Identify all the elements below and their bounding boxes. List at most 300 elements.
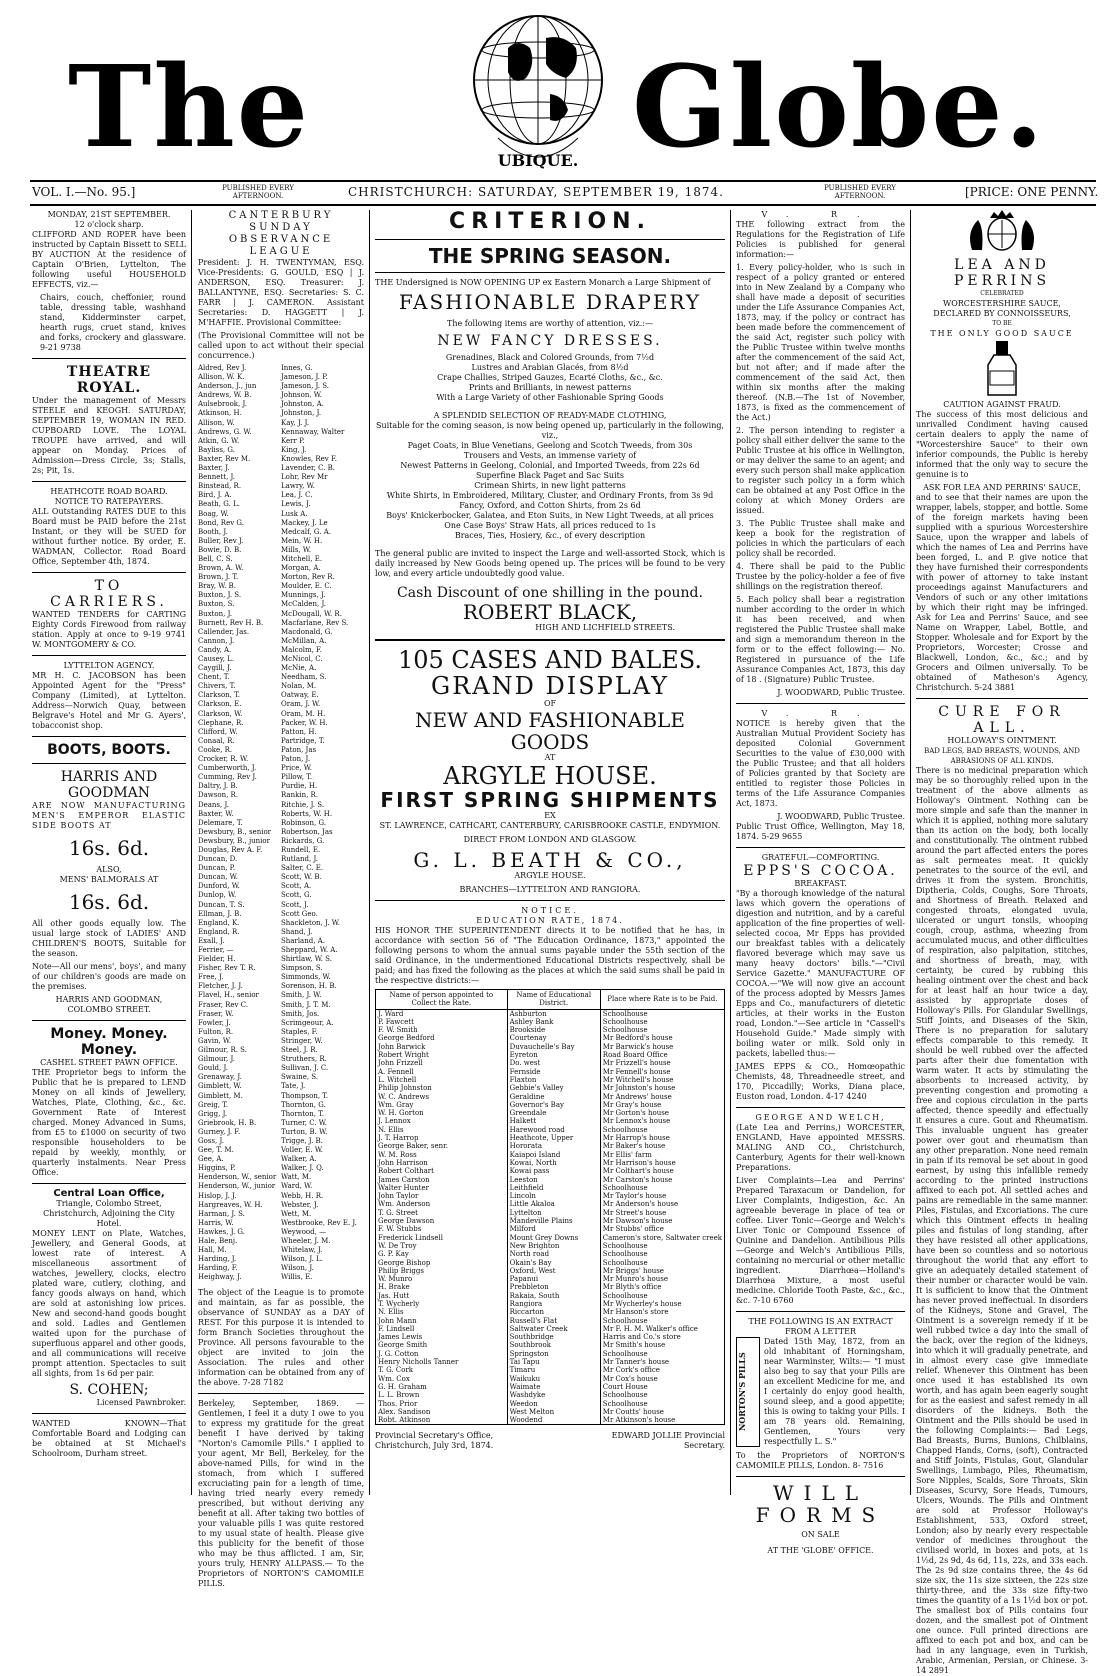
- league-title: CANTERBURY SUNDAY OBSERVANCE LEAGUE: [228, 210, 334, 257]
- norton-letter: Berkeley, September, 1869. — Gentlemen, I feel it a duty I owe to you to express my gratitude for the great benefit I have derived by taking "Norton's Camomile Pills." I applied to your agent, Mr Bell, Berkeley, for the above-named Pills, for wind in the stomach, from which I suffered excruciating pain for a length of time, having tried nearly every remedy prescribed, but without deriving any benefit at all. After taking two bottles of your valuable pills I was quite restored to my usual state of health. Please give this publicity for the benefit of those who may be thus afflicted. I am, Sir, yours truly, HENRY ALLPASS.— To the Proprietors of NORTON'S CAMOMILE PILLS.: [198, 1399, 364, 1589]
- committee-member: Scott, A.: [281, 882, 312, 891]
- committee-member: Bray, W. B.: [198, 582, 236, 591]
- direct-line: DIRECT FROM LONDON AND GLASGOW.: [463, 835, 637, 844]
- will-forms-title: WILL FORMS: [755, 1481, 886, 1527]
- epps-sign: JAMES EPPS & CO., Homœopathic Chemists, 48, Threadneedle street, and 170, Piccadilly; Works, Diana place, Euston road, London. 4-17 4240: [736, 1062, 905, 1101]
- table-cell: Geraldine: [507, 1093, 600, 1101]
- committee-member: Packer, W. H.: [281, 718, 328, 727]
- committee-member: McCalden, J.: [281, 600, 326, 609]
- committee-member: Cumberworth, J.: [198, 764, 257, 773]
- table-cell: Mr Blyth's office: [602, 1283, 662, 1292]
- spring-intro: THE Undersigned is NOW OPENING UP ex Eastern Monarch a Large Shipment of: [375, 278, 711, 287]
- masthead-word-the: The: [68, 42, 311, 173]
- table-cell: Cameron's store, Saltwater creek: [602, 1233, 722, 1242]
- committee-member: Hawkes, J. G.: [198, 1227, 245, 1236]
- at-label: AT: [544, 753, 556, 762]
- cases-heading: 105 CASES AND BALES.: [397, 646, 702, 674]
- committee-member: Bird, J. A.: [198, 491, 232, 500]
- table-cell: Mount Grey Downs: [507, 1234, 600, 1242]
- table-row: [376, 1283, 725, 1291]
- table-row: [376, 1341, 725, 1349]
- committee-member: Clarkson, W.: [198, 709, 243, 718]
- table-cell: Woodend: [507, 1416, 600, 1425]
- table-row: [376, 1366, 725, 1374]
- table-cell: Road Board Office: [602, 1051, 668, 1060]
- lp-to-be: TO BE: [992, 320, 1012, 327]
- table-cell: John Taylor: [378, 1192, 419, 1201]
- table-row: [376, 1250, 725, 1258]
- regulation-4: 4. There shall be paid to the Public Trustee by the policy-holder a fee of five shillings on the registration thereof.: [736, 562, 905, 591]
- criterion-title: CRITERION.: [449, 209, 651, 234]
- committee-member: Scrimgeour, A.: [281, 1018, 334, 1027]
- table-row: [376, 1034, 725, 1042]
- committee-member: Atkin, G. W.: [198, 436, 240, 445]
- table-cell: George Bishop: [378, 1258, 431, 1267]
- ship-names: ST. LAWRENCE, CATHCART, CANTERBURY, CARISBROOKE CASTLE, ENDYMION.: [379, 821, 721, 830]
- epps-sub: BREAKFAST.: [794, 879, 847, 888]
- committee-list: [198, 364, 364, 1282]
- committee-member: Lohr, Rev Mr: [281, 473, 328, 482]
- committee-member: Rutland, J.: [281, 855, 318, 864]
- table-cell: Mr Hanson's store: [602, 1308, 669, 1317]
- carriers-text: WANTED TENDERS for CARTING Eighty Cords Firewood from railway station. Apply at once to 9-19 9741 W. MONTGOMERY & CO.: [32, 610, 186, 649]
- committee-member: Westbrooke, Rev E. J.: [281, 1218, 357, 1227]
- table-cell: L. Witchell: [378, 1075, 417, 1084]
- committee-member: Allison, W.: [198, 418, 235, 427]
- table-cell: Mr Carston's house: [602, 1175, 673, 1184]
- lp-celebrated: CELEBRATED: [980, 290, 1024, 297]
- new-goods: NEW AND FASHIONABLE GOODS: [415, 708, 685, 754]
- committee-member: Johnston, J.: [281, 409, 322, 418]
- notice-heading: NOTICE.: [521, 906, 579, 915]
- table-cell: Mr Barwick's house: [602, 1042, 674, 1051]
- committee-member: Burnett, Rev H. B.: [198, 618, 264, 627]
- committee-member: Paton, J.: [281, 755, 311, 764]
- table-cell: Heathcote, Upper: [507, 1134, 600, 1142]
- committee-member: Smith, J. T. M.: [281, 1000, 331, 1009]
- table-row: [376, 1051, 725, 1059]
- epps-title: EPPS'S COCOA.: [743, 863, 898, 879]
- masthead: [0, 0, 1114, 180]
- committee-member: Johnston, A.: [281, 400, 324, 409]
- carriers-title: TO CARRIERS.: [50, 578, 168, 610]
- table-cell: Hororata: [507, 1142, 600, 1150]
- committee-member: Dunford, W.: [198, 882, 240, 891]
- table-cell: J. Ward: [378, 1009, 404, 1018]
- lp-sauce: WORCESTERSHIRE SAUCE,: [943, 299, 1061, 308]
- table-cell: Russell's Flat: [507, 1317, 600, 1325]
- table-cell: Frederick Lindsell: [378, 1233, 444, 1242]
- committee-member: McNie, A.: [281, 664, 317, 673]
- committee-member: Henderson, W., senior: [198, 1173, 277, 1182]
- table-cell: Mr Briggs' house: [602, 1266, 664, 1275]
- lp-only: THE ONLY GOOD SAUCE: [930, 329, 1074, 338]
- lea-perrins-title: LEA AND PERRINS: [953, 257, 1051, 289]
- globe-motto: UBIQUE.: [497, 151, 579, 170]
- spring-title: THE SPRING SEASON.: [428, 244, 672, 268]
- of-label: OF: [543, 699, 557, 708]
- committee-member: Hall, M.: [198, 1246, 227, 1255]
- dress-line: Prints and Brilliants, in newest patterns: [468, 383, 632, 392]
- boots-note: Note—All our mens', boys', and many of our children's goods are made on the premises.: [32, 962, 186, 991]
- table-header: Name of person appointed to Collect the Rate.: [376, 990, 508, 1010]
- committee-member: Exall, J.: [198, 936, 225, 945]
- lp-caution: CAUTION AGAINST FRAUD.: [943, 400, 1061, 409]
- committee-member: Simmonds, W.: [281, 973, 331, 982]
- welch-list: Liver Complaints—Lea and Perrins' Prepared Taraxacum or Dandelion, for Liver Complaints, Indigestion, &c. An agreeable beverage in place of tea or coffee. Liver Tonic—George and Welch's Liver Tonic or Compound Essence of Quinine and Dandelion. Antibilious Pills—George and Welch's Antibilious Pills, containing no mercurial or other metallic ingredient. Diarrhœa—Holland's Diarrhœa Mixture, a most useful medicine. Chloride Tooth Paste, &c., &c., &c. 7-10 6760: [736, 1176, 905, 1305]
- road-board-title: HEATHCOTE ROAD BOARD.: [50, 487, 168, 496]
- committee-member: Johnson, W.: [281, 391, 322, 400]
- committee-member: Chent, T.: [198, 673, 230, 682]
- table-cell: George Baker, senr.: [378, 1142, 448, 1151]
- table-cell: W. H. Gorton: [378, 1109, 424, 1118]
- committee-member: Duncan, P.: [198, 864, 236, 873]
- table-cell: John Mann: [378, 1316, 417, 1325]
- committee-member: Duncan, W.: [198, 873, 238, 882]
- table-row: [376, 1142, 725, 1150]
- table-cell: F. W. Stubbs: [378, 1225, 422, 1234]
- beath-name: G. L. BEATH & CO.,: [413, 848, 687, 872]
- table-cell: Do. west: [507, 1059, 600, 1067]
- committee-member: Macfarlane, Rev S.: [281, 618, 349, 627]
- clothing-line: One Case Boys' Straw Hats, all prices reduced to 1s: [444, 521, 656, 530]
- cash-discount: Cash Discount of one shilling in the pound.: [397, 585, 703, 601]
- committee-member: McDougall, W. R.: [281, 609, 342, 618]
- table-cell: N. Ellis: [378, 1308, 404, 1317]
- table-row: [376, 1325, 725, 1333]
- table-cell: G. H. Graham: [378, 1382, 427, 1391]
- education-table-body: [376, 1009, 725, 1425]
- committee-member: Purdie, H.: [281, 782, 318, 791]
- table-cell: John Barwick: [378, 1042, 426, 1051]
- table-cell: Mr Atkinson's house: [602, 1416, 676, 1425]
- committee-member: Clifford, W.: [198, 727, 238, 736]
- committee-member: Lusk A.: [281, 509, 308, 518]
- committee-member: England, K.: [198, 918, 240, 927]
- table-cell: Mr Ellis' farm: [602, 1150, 652, 1159]
- committee-member: Brown, J. T.: [198, 573, 239, 582]
- committee-member: Salter, C. E.: [281, 864, 324, 873]
- agency-text: MR H. C. JACOBSON has been Appointed Agent for the "Press" Company (Limited), at Lyttelton. Address—Norwich Quay, between Belgrave's Hotel and Mr G. Ayers', tobacconist shop.: [32, 671, 186, 730]
- committee-member: Greig, T.: [198, 1100, 229, 1109]
- table-cell: Harewood road: [507, 1126, 600, 1134]
- table-cell: Jas. Hutt: [378, 1291, 410, 1300]
- table-cell: Schoolhouse: [602, 1291, 648, 1300]
- committee-member: Willis, E.: [281, 1273, 313, 1282]
- robert-black: ROBERT BLACK,: [462, 600, 638, 624]
- table-cell: Mr Munro's house: [602, 1275, 668, 1284]
- committee-member: Baxter, W.: [198, 809, 234, 818]
- committee-member: Bayliss, G.: [198, 445, 235, 454]
- committee-member: Higgins, P.: [198, 1164, 236, 1173]
- committee-member: Flavel, H., senior: [198, 991, 259, 1000]
- committee-member: Fraser, Rev C.: [198, 1000, 249, 1009]
- committee-member: Jameson, J. S.: [281, 382, 330, 391]
- league-note: (The Provisional Committee will not be called upon to act without their special concurrence.): [198, 331, 364, 360]
- committee-member: Harding, J.: [198, 1255, 237, 1264]
- theatre-text: Under the management of Messrs STEELE and KEOGH. SATURDAY, SEPTEMBER 19, WOMAN IN RED. CUPBOARD LOVE. The LOYAL TROUPE have arrived, and will appear on Monday. Prices of Admission—Dress Circle, 3s; Stalls, 2s; Pit, 1s.: [32, 396, 186, 475]
- table-cell: Leeston: [507, 1176, 600, 1184]
- table-cell: Schoolhouse: [602, 1316, 648, 1325]
- committee-member: Callender, Jas.: [198, 627, 250, 636]
- table-cell: George Bedford: [378, 1034, 435, 1043]
- table-cell: Mr Harrison's house: [602, 1158, 676, 1167]
- loan-sign: S. COHEN;: [69, 1382, 149, 1398]
- committee-member: Fisher, Rev T. R.: [198, 964, 256, 973]
- column-5: [916, 210, 1088, 1675]
- boots-text-3: All other goods equally low. The usual large stock of LADIES' AND CHILDREN'S BOOTS, Suitable for the season.: [32, 919, 186, 958]
- committee-member: Booth, J.: [198, 527, 228, 536]
- table-cell: Springston: [507, 1350, 600, 1358]
- column-rule: [730, 210, 731, 1495]
- table-cell: Mr Baker's house: [602, 1142, 666, 1151]
- table-row: [376, 1084, 725, 1092]
- dress-line: Grenadines, Black and Colored Grounds, from 7½d: [445, 353, 655, 362]
- committee-member: Brown, A. W.: [198, 564, 244, 573]
- committee-member: Grenaway, J.: [198, 1073, 242, 1082]
- committee-member: Buller, Rev J.: [198, 536, 244, 545]
- committee-member: Scott, G.: [281, 891, 312, 900]
- table-cell: Wm. Cox: [378, 1374, 410, 1383]
- table-row: [376, 1391, 725, 1399]
- table-row: [376, 1068, 725, 1076]
- committee-member: Fraser, W.: [198, 1009, 234, 1018]
- committee-member: Wheeler, J. M.: [281, 1237, 331, 1245]
- committee-member: Mackey, J. Le: [281, 518, 328, 527]
- table-row: [376, 1308, 725, 1316]
- royal-crest-icon: [916, 210, 1088, 254]
- column-rule: [191, 210, 192, 1495]
- committee-member: Gimblett, W.: [198, 1082, 242, 1091]
- norton-extract: Dated 15th May, 1872, from an old inhabitant of Horningsham, near Warminster, Wilts:— "I must also beg to say that your Pills are an excellent Medicine for me, and I certainly do enjoy good health, sound sleep, and a good appetite; this is owing to taking your Pills. I am 78 years old. Remaining, Gentlemen, Yours very respectfully L. S.": [764, 1337, 905, 1446]
- committee-member: McNicol, C.: [281, 655, 323, 663]
- committee-member: Rickards, G.: [281, 836, 325, 845]
- committee-member: Ritchie, J. S.: [281, 800, 325, 809]
- committee-member: Beath, G. L.: [198, 500, 240, 509]
- table-cell: George Dawson: [378, 1217, 435, 1226]
- committee-member: Fowler, J.: [198, 1018, 231, 1027]
- table-row: [376, 1267, 725, 1275]
- table-header: Place where Rate is to be Paid.: [600, 990, 724, 1010]
- table-row: [376, 1167, 725, 1175]
- committee-member: Tate, J.: [281, 1082, 306, 1091]
- lp-text: The success of this most delicious and unrivalled Condiment having caused certain dealers to apply the name of "Worcestershire Sauce" to their own inferior compounds, the Public is hereby informed that the only way to secure the genuine is to: [916, 410, 1088, 479]
- table-row: [376, 1358, 725, 1366]
- committee-member: Shirtlaw, W. S.: [281, 955, 332, 964]
- table-cell: Mr Frizzell's house: [602, 1059, 671, 1068]
- table-cell: Milford: [507, 1225, 600, 1233]
- amp-notice-sign: J. WOODWARD, Public Trustee.: [777, 812, 905, 821]
- committee-member: Price, W.: [281, 764, 313, 773]
- boots-firm: HARRIS AND GOODMAN: [60, 769, 158, 801]
- committee-member: Struthers, R.: [281, 1055, 327, 1064]
- table-cell: Schoolhouse: [602, 1009, 648, 1018]
- committee-member: Scott, J.: [281, 900, 309, 909]
- table-cell: T. G. Street: [378, 1208, 418, 1217]
- committee-member: Mills, W.: [281, 545, 312, 554]
- committee-member: Smith, Jos.: [281, 1009, 320, 1018]
- table-row: [376, 1184, 725, 1192]
- loan-text: MONEY LENT on Plate, Watches, Jewellery, and General Goods, at lowest rate of interest. A miscellaneous assortment of watches, jewellery, clocks, electro plated ware, cutlery, clothing, and fancy goods always on hand, which are sold at astonishing low prices. New and second-hand goods bought and sold. Ladies and Gentlemen waited upon for the purchase of superfluous apparel and other goods, and all communications will receive prompt attention. Spectacles to suit all sights, from 1s 6d per pair.: [32, 1229, 186, 1378]
- table-cell: Southbridge: [507, 1333, 600, 1341]
- epps-text: "By a thorough knowledge of the natural laws which govern the operations of digestion and nutrition, and by a careful application of the fine properties of well-selected cocoa, Mr Epps has provided our breakfast tables with a delicately flavored beverage which may save us many heavy doctors' bills."—"Civil Service Gazette." MANUFACTURE OF COCOA.—"We will now give an account of the process adopted by Messrs James Epps and Co., manufacturers of dietetic articles, at their works in the Euston road, London."—See article in "Cassell's Household Guide." Made simply with boiling water or milk. Sold only in packets, labelled thus:—: [736, 889, 905, 1058]
- table-cell: Mr Andrews' house: [602, 1092, 672, 1101]
- table-cell: Mr Anderson's house: [602, 1200, 679, 1209]
- table-cell: Mr Colthart's house: [602, 1167, 674, 1176]
- committee-member: Simpson, S.: [281, 964, 323, 973]
- committee-member: Scott Geo.: [281, 909, 318, 918]
- table-cell: Timaru: [507, 1366, 600, 1374]
- place-date: CHRISTCHURCH: SATURDAY, SEPTEMBER 19, 1874.: [348, 185, 724, 199]
- table-cell: Weedon: [507, 1400, 600, 1408]
- committee-member: Trigge, J. B.: [281, 1136, 323, 1145]
- sale-date: MONDAY, 21ST SEPTEMBER.: [47, 210, 171, 219]
- committee-member: Turner, C. W.: [281, 1118, 327, 1127]
- table-cell: Mr Dawson's house: [602, 1217, 673, 1226]
- committee-member: Wilson, J. L.: [281, 1255, 323, 1264]
- committee-member: Patton, H.: [281, 727, 317, 736]
- committee-member: Harris, W.: [198, 1218, 234, 1227]
- table-cell: Walter Hunter: [378, 1183, 429, 1192]
- table-row: [376, 1217, 725, 1225]
- table-cell: Mr Gorton's house: [602, 1109, 669, 1118]
- table-cell: Mr Coutts' house: [602, 1407, 664, 1416]
- table-cell: F. W. Smith: [378, 1026, 418, 1035]
- committee-member: Morton, Rev R.: [281, 573, 335, 582]
- table-cell: G. P. Kay: [378, 1250, 409, 1259]
- committee-member: Robinson, G.: [281, 818, 327, 827]
- committee-member: Nolan, M.: [281, 682, 317, 691]
- table-cell: Kowai, North: [507, 1159, 600, 1167]
- committee-member: Bennett, J.: [198, 473, 236, 482]
- boots-title: BOOTS, BOOTS.: [47, 742, 171, 758]
- committee-member: Causey, L.: [198, 655, 235, 663]
- table-row: [376, 1059, 725, 1067]
- column-rule: [369, 210, 370, 1495]
- education-rate: EDUCATION RATE, 1874.: [476, 916, 624, 925]
- cure-head: BAD LEGS, BAD BREASTS, WOUNDS, AND ABRASIONS OF ALL KINDS.: [924, 747, 1080, 765]
- committee-member: Walker, J. Q.: [281, 1164, 324, 1173]
- table-cell: Schoolhouse: [602, 1125, 648, 1134]
- table-row: [376, 1200, 725, 1208]
- table-cell: N. Ellis: [378, 1125, 404, 1134]
- committee-member: Lewis, J.: [281, 500, 311, 509]
- table-row: [376, 1242, 725, 1250]
- table-row: [376, 1292, 725, 1300]
- committee-member: Oram, M. H.: [281, 709, 326, 718]
- committee-member: Voller, E. W.: [281, 1146, 324, 1155]
- committee-member: Hale, Benj.: [198, 1237, 238, 1245]
- table-row: [376, 1159, 725, 1167]
- column-1: [32, 210, 186, 1495]
- table-cell: Eyreton: [507, 1051, 600, 1059]
- table-cell: Leithfield: [507, 1184, 600, 1192]
- masthead-word-globe: Globe.: [632, 42, 1046, 173]
- clothing-line: Newest Patterns in Geelong, Colonial, and Imported Tweeds, from 22s 6d: [400, 461, 700, 470]
- clothing-line: Crimean Shirts, in new light patterns: [474, 481, 626, 490]
- beath-address: ARGYLE HOUSE.: [514, 871, 586, 880]
- committee-member: Deans, J.: [198, 800, 229, 809]
- table-cell: John Frizzell: [378, 1059, 423, 1068]
- road-board-notice: NOTICE TO RATEPAYERS.: [54, 497, 164, 506]
- table-cell: Schoolhouse: [602, 1017, 648, 1026]
- volume-number: VOL. I.—No. 95.]: [32, 185, 136, 199]
- globe-icon: [438, 8, 638, 176]
- clothing-line: Suitable for the coming season, is now being opened up, particularly in the following, viz.,: [375, 421, 725, 440]
- committee-member: Smith, J. W.: [281, 991, 322, 1000]
- committee-member: Sorenson, H. B.: [281, 982, 337, 991]
- table-cell: J. G. Cotton: [378, 1349, 419, 1358]
- table-cell: Court House: [602, 1382, 648, 1391]
- committee-member: Candy, A.: [198, 645, 232, 654]
- regulation-5: 5. Each policy shall bear a registration number according to the order in which it has been received, and when registered the Public Trustee shall make and sign a memorandum thereon in the form or to the effect following:— No. Registered in pursuance of the Life Assurance Companies Act, 1873, this day of 18 . (Signature) Public Trustee.: [736, 595, 905, 684]
- committee-member: Webster, J.: [281, 1200, 319, 1209]
- committee-member: Cumming, Rev J.: [198, 773, 257, 782]
- committee-member: Gimblett, M.: [198, 1091, 243, 1100]
- table-cell: John Harrison: [378, 1158, 428, 1167]
- clothing-line: Paget Coats, in Blue Venetians, Geelong and Scotch Tweeds, from 30s: [407, 441, 693, 450]
- money-sub: CASHEL STREET PAWN OFFICE.: [40, 1058, 178, 1067]
- boots-price-1: 16s. 6d.: [68, 836, 150, 860]
- committee-member: Clarkson, E.: [198, 700, 242, 709]
- table-cell: Philip Briggs: [378, 1266, 424, 1275]
- table-cell: George Smith: [378, 1341, 428, 1350]
- committee-member: Sullivan, J. C.: [281, 1064, 329, 1073]
- committee-member: Watt, M.: [281, 1173, 312, 1182]
- committee-member: Steel, J. R.: [281, 1046, 318, 1055]
- boots-also: ALSO,: [96, 865, 122, 874]
- table-cell: Mr Cork's office: [602, 1366, 660, 1375]
- table-cell: Mr Harrop's house: [602, 1134, 670, 1143]
- table-cell: Rangiora: [507, 1300, 600, 1308]
- table-cell: Fernside: [507, 1068, 600, 1076]
- committee-member: Thompson, T.: [281, 1091, 329, 1100]
- committee-member: Jameson, J. P.: [281, 373, 328, 382]
- table-cell: Philip Johnston: [378, 1084, 432, 1093]
- table-cell: Courtenay: [507, 1034, 600, 1042]
- table-cell: H. Brake: [378, 1283, 410, 1292]
- table-cell: Mr Fennell's house: [602, 1067, 671, 1076]
- dateline: [30, 180, 1099, 206]
- table-cell: W. M. Ross: [378, 1150, 417, 1159]
- committee-member: Gilmour, R. S.: [198, 1046, 247, 1055]
- committee-member: Baxter, Rev M.: [198, 454, 251, 463]
- committee-member: Dawson, R.: [198, 791, 239, 800]
- cure-sub: HOLLOWAY'S OINTMENT.: [947, 736, 1057, 745]
- committee-member: Paton, Jas: [281, 745, 317, 754]
- clothing-line: White Shirts, in Embroidered, Military, Cluster, and Ordinary Fronts, from 3s 9d: [386, 491, 714, 500]
- table-cell: Greendale: [507, 1109, 600, 1117]
- education-table: [375, 989, 725, 1425]
- boots-sign: HARRIS AND GOODMAN, COLOMBO STREET.: [55, 995, 163, 1014]
- committee-member: Gee, T. M.: [198, 1146, 234, 1155]
- table-cell: Wm. Anderson: [378, 1200, 431, 1209]
- committee-member: Ward, W.: [281, 1182, 313, 1191]
- table-cell: Duvauchelle's Bay: [507, 1043, 600, 1051]
- table-cell: A. Fennell: [378, 1067, 414, 1076]
- committee-member: Free, J.: [198, 973, 224, 982]
- committee-member: Shand, J.: [281, 927, 313, 936]
- table-cell: Robert Colthart: [378, 1167, 434, 1176]
- table-cell: Harris and Co.'s store: [602, 1333, 681, 1342]
- committee-member: England, R.: [198, 927, 240, 936]
- clothing-lines: [375, 421, 725, 541]
- clothing-line: Boys' Knickerbocker, Galatea, and Eton Suits, in New Light Tweeds, at all prices: [386, 511, 714, 520]
- committee-member: Whitelaw, J.: [281, 1246, 323, 1255]
- committee-member: Gurney, J. F.: [198, 1127, 241, 1136]
- table-row: [376, 1259, 725, 1267]
- table-cell: Schoolhouse: [602, 1241, 648, 1250]
